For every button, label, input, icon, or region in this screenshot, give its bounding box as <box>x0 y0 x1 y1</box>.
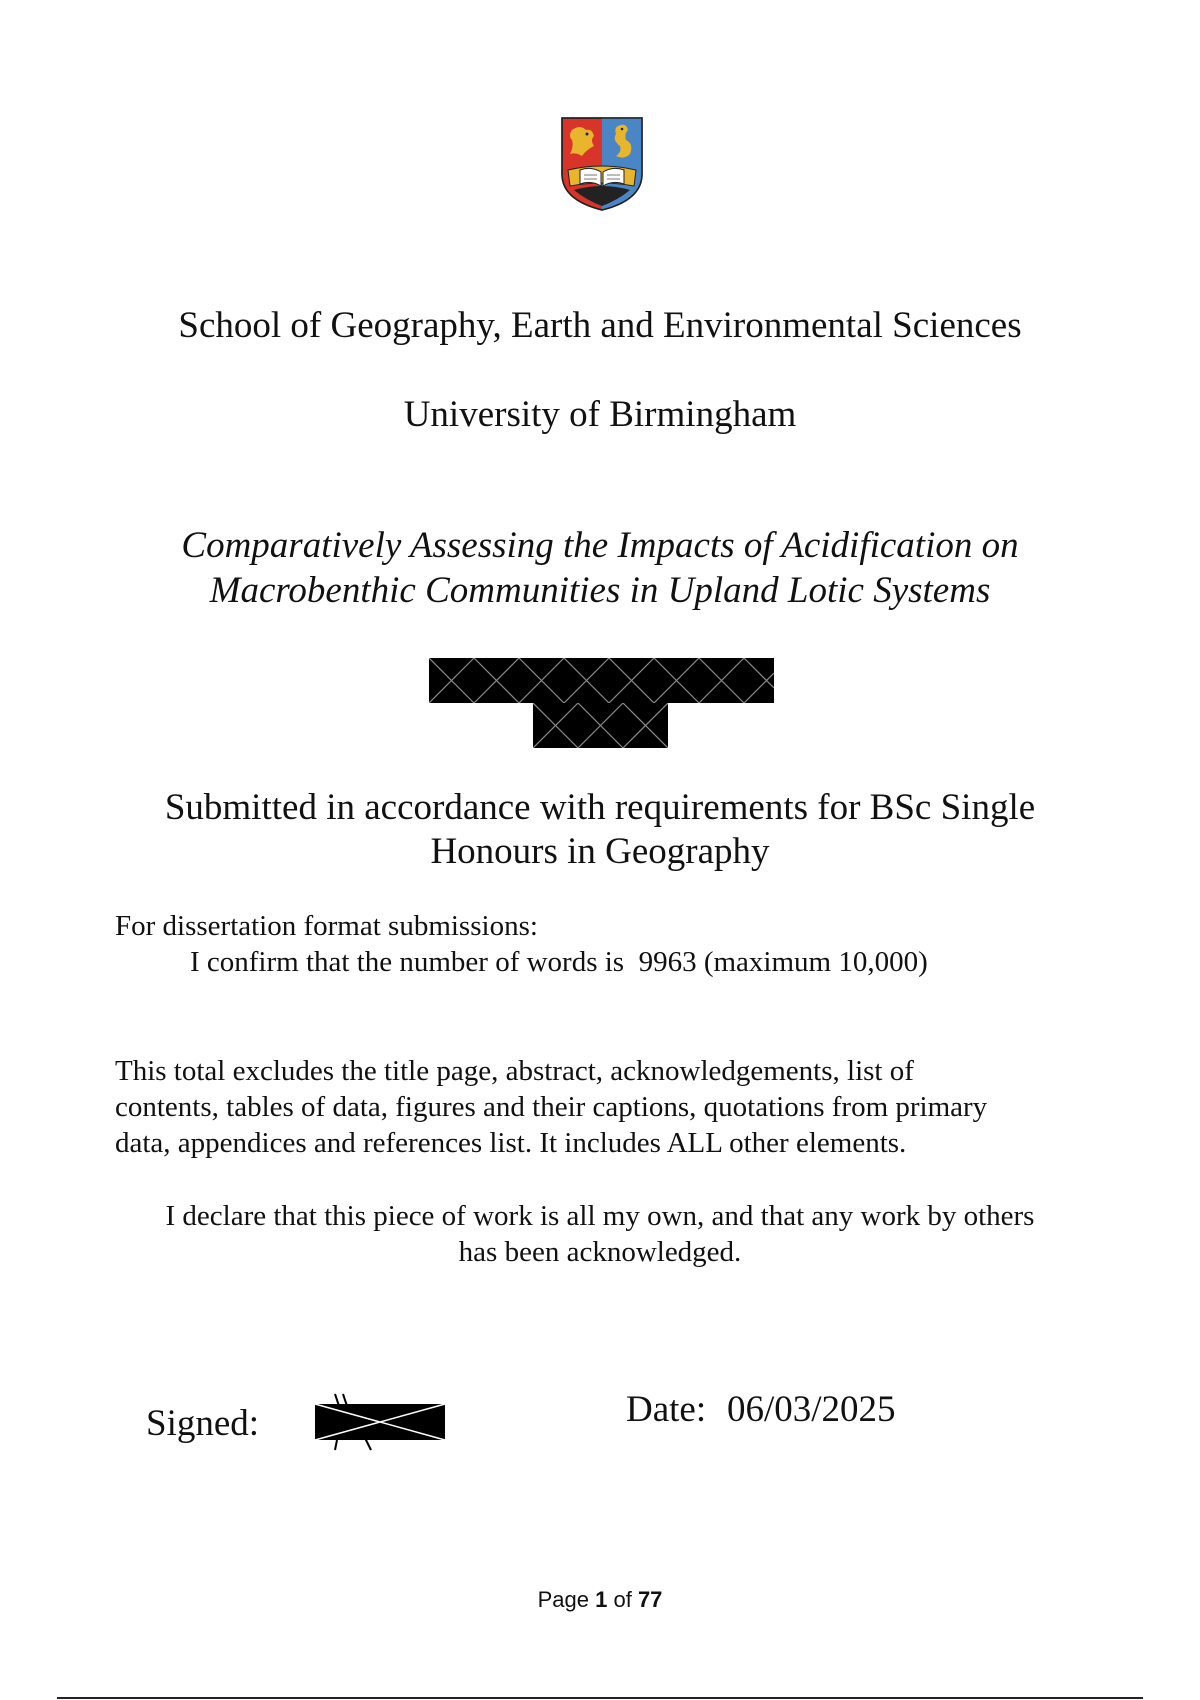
submission-statement-line-2: Honours in Geography <box>430 831 770 872</box>
of-word: of <box>613 1587 632 1612</box>
exclusions-line: contents, tables of data, figures and their captions, quotations from primary <box>115 1091 988 1123</box>
declaration-line: has been acknowledged. <box>458 1236 742 1268</box>
redacted-student-name <box>429 658 774 703</box>
university-crest-logo <box>560 116 644 212</box>
word-count-max: (maximum 10,000) <box>703 946 928 978</box>
page-word: Page <box>537 1587 589 1612</box>
university-name: University of Birmingham <box>403 394 797 435</box>
footer-divider <box>57 1697 1143 1699</box>
exclusions-paragraph <box>115 1053 987 1161</box>
word-count-value: 9963 <box>638 946 697 978</box>
date-label: Date: <box>626 1389 707 1430</box>
word-count-label: For dissertation format submissions: <box>115 910 538 942</box>
dissertation-title-line-1: Comparatively Assessing the Impacts of Acidification on <box>181 525 1019 566</box>
word-count-prefix: I confirm that the number of words is <box>190 946 625 978</box>
declaration-line: I declare that this piece of work is all my own, and that any work by others <box>165 1200 1035 1232</box>
exclusions-line: data, appendices and references list. It includes ALL other elements. <box>115 1127 907 1159</box>
total-pages: 77 <box>637 1587 663 1612</box>
signed-label: Signed: <box>146 1403 260 1444</box>
page-number <box>0 1587 1200 1613</box>
dissertation-title-line-2: Macrobenthic Communities in Upland Lotic Systems <box>209 570 991 611</box>
current-page: 1 <box>595 1587 608 1612</box>
exclusions-line: This total excludes the title page, abstract, acknowledgements, list of <box>115 1055 914 1087</box>
submission-statement-line-1: Submitted in accordance with requirements for BSc Single <box>164 787 1036 828</box>
word-count-confirmation <box>190 944 928 980</box>
school-name: School of Geography, Earth and Environmental Sciences <box>178 305 1022 346</box>
redacted-student-id <box>533 703 668 748</box>
declaration-paragraph <box>0 1198 1200 1270</box>
date-value: 06/03/2025 <box>727 1389 896 1430</box>
redacted-signature <box>313 1392 447 1452</box>
